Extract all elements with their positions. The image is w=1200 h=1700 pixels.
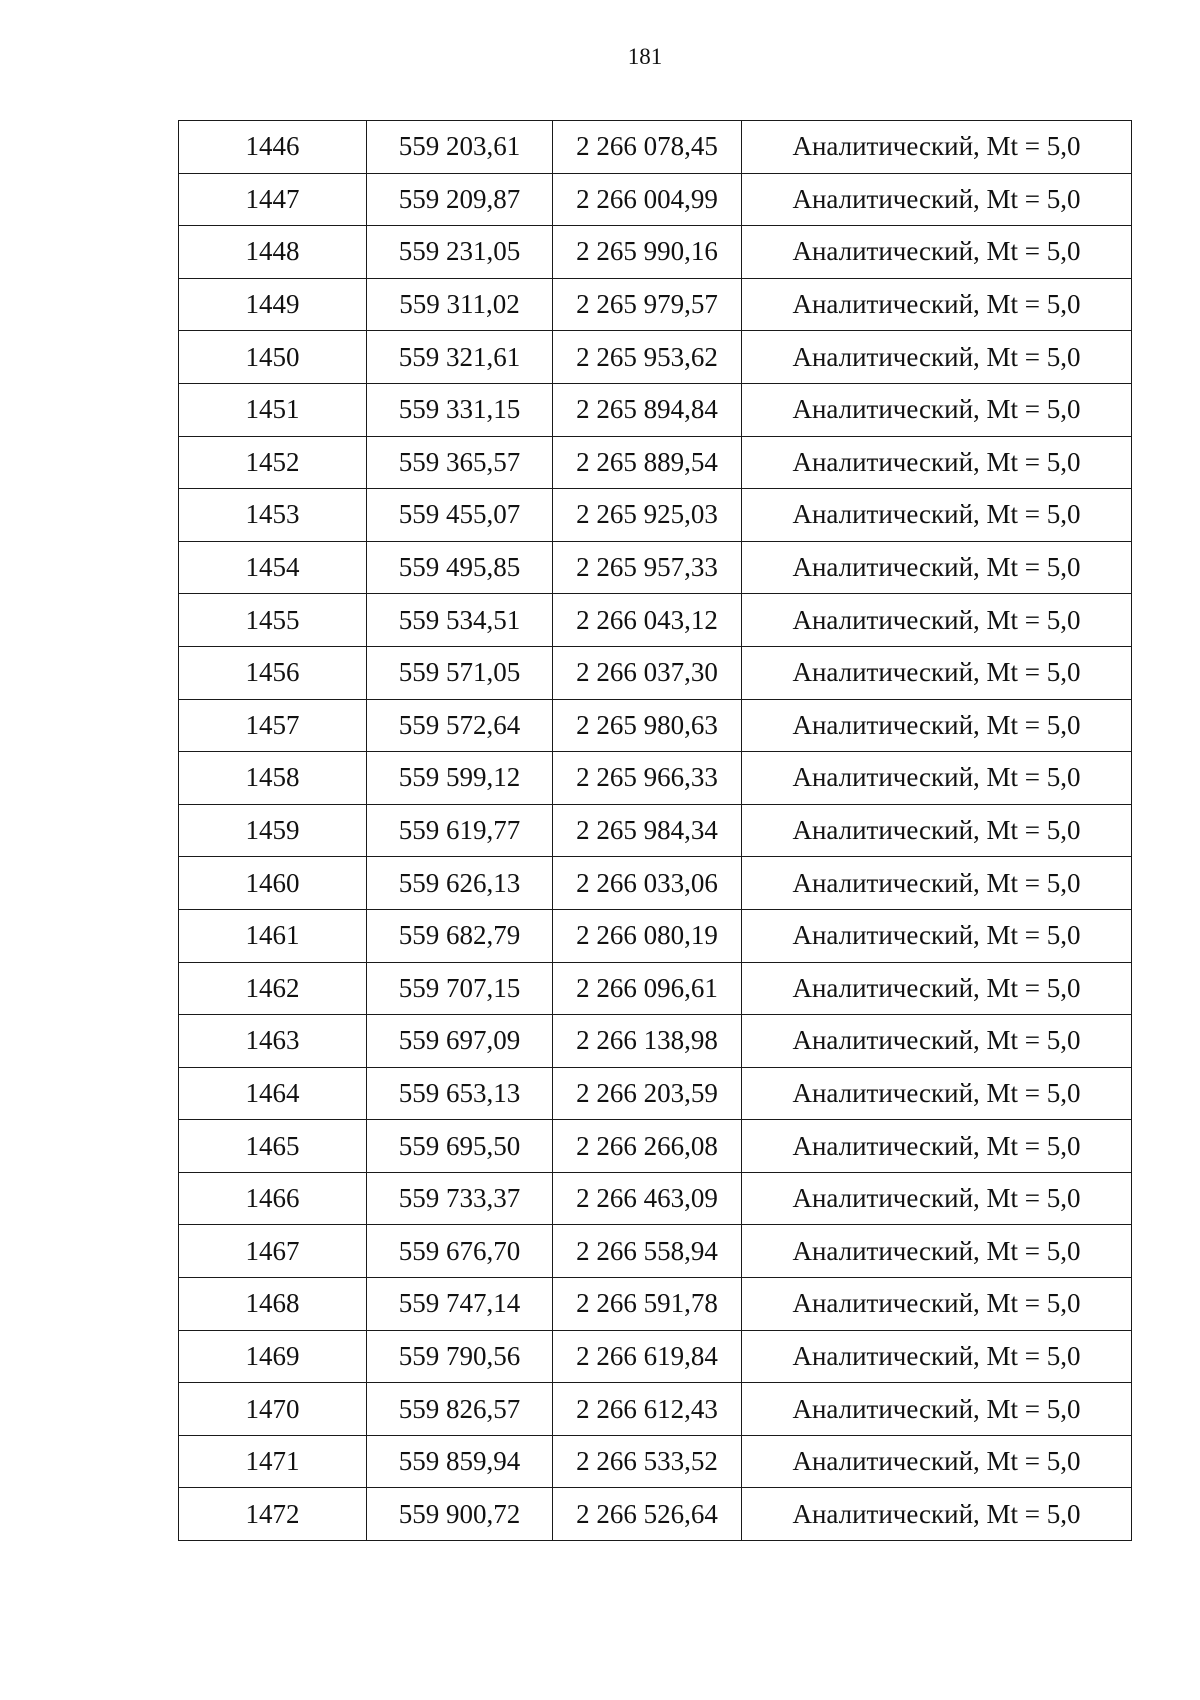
y-coordinate-cell: 2 266 533,52 <box>553 1435 742 1488</box>
y-coordinate-cell: 2 265 957,33 <box>553 541 742 594</box>
y-coordinate-cell: 2 266 080,19 <box>553 909 742 962</box>
x-coordinate-cell: 559 676,70 <box>367 1225 553 1278</box>
y-coordinate-cell: 2 266 004,99 <box>553 173 742 226</box>
point-number-cell: 1457 <box>179 699 367 752</box>
coordinates-table-body <box>179 121 1132 1541</box>
x-coordinate-cell: 559 707,15 <box>367 962 553 1015</box>
method-cell: Аналитический, Mt = 5,0 <box>742 173 1132 226</box>
point-number-cell: 1467 <box>179 1225 367 1278</box>
method-cell: Аналитический, Mt = 5,0 <box>742 699 1132 752</box>
point-number-cell: 1447 <box>179 173 367 226</box>
method-cell: Аналитический, Mt = 5,0 <box>742 541 1132 594</box>
point-number-cell: 1451 <box>179 383 367 436</box>
x-coordinate-cell: 559 697,09 <box>367 1015 553 1068</box>
y-coordinate-cell: 2 266 138,98 <box>553 1015 742 1068</box>
point-number-cell: 1468 <box>179 1278 367 1331</box>
table-row <box>179 278 1132 331</box>
y-coordinate-cell: 2 266 037,30 <box>553 646 742 699</box>
point-number-cell: 1450 <box>179 331 367 384</box>
x-coordinate-cell: 559 231,05 <box>367 226 553 279</box>
x-coordinate-cell: 559 321,61 <box>367 331 553 384</box>
y-coordinate-cell: 2 265 990,16 <box>553 226 742 279</box>
x-coordinate-cell: 559 209,87 <box>367 173 553 226</box>
method-cell: Аналитический, Mt = 5,0 <box>742 1015 1132 1068</box>
point-number-cell: 1459 <box>179 804 367 857</box>
page-number: 181 <box>627 44 663 69</box>
x-coordinate-cell: 559 365,57 <box>367 436 553 489</box>
method-cell: Аналитический, Mt = 5,0 <box>742 278 1132 331</box>
x-coordinate-cell: 559 900,72 <box>367 1488 553 1541</box>
method-cell: Аналитический, Mt = 5,0 <box>742 1172 1132 1225</box>
point-number-cell: 1469 <box>179 1330 367 1383</box>
table-row <box>179 1067 1132 1120</box>
method-cell: Аналитический, Mt = 5,0 <box>742 226 1132 279</box>
x-coordinate-cell: 559 311,02 <box>367 278 553 331</box>
point-number-cell: 1456 <box>179 646 367 699</box>
y-coordinate-cell: 2 266 078,45 <box>553 121 742 174</box>
y-coordinate-cell: 2 266 619,84 <box>553 1330 742 1383</box>
table-row <box>179 383 1132 436</box>
y-coordinate-cell: 2 266 043,12 <box>553 594 742 647</box>
table-row <box>179 226 1132 279</box>
x-coordinate-cell: 559 747,14 <box>367 1278 553 1331</box>
method-cell: Аналитический, Mt = 5,0 <box>742 1225 1132 1278</box>
table-row <box>179 1330 1132 1383</box>
x-coordinate-cell: 559 626,13 <box>367 857 553 910</box>
point-number-cell: 1458 <box>179 752 367 805</box>
method-cell: Аналитический, Mt = 5,0 <box>742 1278 1132 1331</box>
x-coordinate-cell: 559 682,79 <box>367 909 553 962</box>
method-cell: Аналитический, Mt = 5,0 <box>742 489 1132 542</box>
table-row <box>179 1015 1132 1068</box>
point-number-cell: 1455 <box>179 594 367 647</box>
y-coordinate-cell: 2 266 463,09 <box>553 1172 742 1225</box>
x-coordinate-cell: 559 572,64 <box>367 699 553 752</box>
method-cell: Аналитический, Mt = 5,0 <box>742 752 1132 805</box>
x-coordinate-cell: 559 495,85 <box>367 541 553 594</box>
method-cell: Аналитический, Mt = 5,0 <box>742 1383 1132 1436</box>
y-coordinate-cell: 2 266 096,61 <box>553 962 742 1015</box>
y-coordinate-cell: 2 265 925,03 <box>553 489 742 542</box>
table-row <box>179 1225 1132 1278</box>
point-number-cell: 1453 <box>179 489 367 542</box>
table-row <box>179 1435 1132 1488</box>
table-row <box>179 804 1132 857</box>
x-coordinate-cell: 559 859,94 <box>367 1435 553 1488</box>
method-cell: Аналитический, Mt = 5,0 <box>742 646 1132 699</box>
point-number-cell: 1472 <box>179 1488 367 1541</box>
x-coordinate-cell: 559 653,13 <box>367 1067 553 1120</box>
table-row <box>179 489 1132 542</box>
x-coordinate-cell: 559 826,57 <box>367 1383 553 1436</box>
table-row <box>179 646 1132 699</box>
table-row <box>179 962 1132 1015</box>
table-row <box>179 1172 1132 1225</box>
x-coordinate-cell: 559 534,51 <box>367 594 553 647</box>
point-number-cell: 1465 <box>179 1120 367 1173</box>
method-cell: Аналитический, Mt = 5,0 <box>742 383 1132 436</box>
table-row <box>179 1120 1132 1173</box>
y-coordinate-cell: 2 266 033,06 <box>553 857 742 910</box>
table-row <box>179 752 1132 805</box>
method-cell: Аналитический, Mt = 5,0 <box>742 121 1132 174</box>
x-coordinate-cell: 559 695,50 <box>367 1120 553 1173</box>
table-row <box>179 1488 1132 1541</box>
table-row <box>179 857 1132 910</box>
table-row <box>179 909 1132 962</box>
y-coordinate-cell: 2 266 203,59 <box>553 1067 742 1120</box>
y-coordinate-cell: 2 266 591,78 <box>553 1278 742 1331</box>
point-number-cell: 1449 <box>179 278 367 331</box>
point-number-cell: 1461 <box>179 909 367 962</box>
table-row <box>179 1278 1132 1331</box>
y-coordinate-cell: 2 265 953,62 <box>553 331 742 384</box>
point-number-cell: 1471 <box>179 1435 367 1488</box>
y-coordinate-cell: 2 265 889,54 <box>553 436 742 489</box>
method-cell: Аналитический, Mt = 5,0 <box>742 436 1132 489</box>
table-row <box>179 594 1132 647</box>
x-coordinate-cell: 559 790,56 <box>367 1330 553 1383</box>
method-cell: Аналитический, Mt = 5,0 <box>742 594 1132 647</box>
x-coordinate-cell: 559 733,37 <box>367 1172 553 1225</box>
y-coordinate-cell: 2 265 966,33 <box>553 752 742 805</box>
method-cell: Аналитический, Mt = 5,0 <box>742 1330 1132 1383</box>
table-row <box>179 121 1132 174</box>
point-number-cell: 1454 <box>179 541 367 594</box>
table-row <box>179 699 1132 752</box>
y-coordinate-cell: 2 265 979,57 <box>553 278 742 331</box>
x-coordinate-cell: 559 619,77 <box>367 804 553 857</box>
point-number-cell: 1466 <box>179 1172 367 1225</box>
point-number-cell: 1452 <box>179 436 367 489</box>
y-coordinate-cell: 2 265 980,63 <box>553 699 742 752</box>
point-number-cell: 1462 <box>179 962 367 1015</box>
y-coordinate-cell: 2 265 984,34 <box>553 804 742 857</box>
x-coordinate-cell: 559 571,05 <box>367 646 553 699</box>
table-row <box>179 436 1132 489</box>
method-cell: Аналитический, Mt = 5,0 <box>742 1120 1132 1173</box>
method-cell: Аналитический, Mt = 5,0 <box>742 857 1132 910</box>
method-cell: Аналитический, Mt = 5,0 <box>742 962 1132 1015</box>
y-coordinate-cell: 2 266 612,43 <box>553 1383 742 1436</box>
table-row <box>179 1383 1132 1436</box>
x-coordinate-cell: 559 331,15 <box>367 383 553 436</box>
point-number-cell: 1448 <box>179 226 367 279</box>
table-row <box>179 331 1132 384</box>
point-number-cell: 1464 <box>179 1067 367 1120</box>
y-coordinate-cell: 2 266 526,64 <box>553 1488 742 1541</box>
x-coordinate-cell: 559 455,07 <box>367 489 553 542</box>
point-number-cell: 1460 <box>179 857 367 910</box>
method-cell: Аналитический, Mt = 5,0 <box>742 1488 1132 1541</box>
table-row <box>179 173 1132 226</box>
x-coordinate-cell: 559 203,61 <box>367 121 553 174</box>
y-coordinate-cell: 2 266 266,08 <box>553 1120 742 1173</box>
point-number-cell: 1463 <box>179 1015 367 1068</box>
table-row <box>179 541 1132 594</box>
y-coordinate-cell: 2 265 894,84 <box>553 383 742 436</box>
method-cell: Аналитический, Mt = 5,0 <box>742 909 1132 962</box>
y-coordinate-cell: 2 266 558,94 <box>553 1225 742 1278</box>
method-cell: Аналитический, Mt = 5,0 <box>742 1067 1132 1120</box>
point-number-cell: 1446 <box>179 121 367 174</box>
coordinates-table <box>178 120 1132 1541</box>
method-cell: Аналитический, Mt = 5,0 <box>742 331 1132 384</box>
method-cell: Аналитический, Mt = 5,0 <box>742 804 1132 857</box>
point-number-cell: 1470 <box>179 1383 367 1436</box>
x-coordinate-cell: 559 599,12 <box>367 752 553 805</box>
method-cell: Аналитический, Mt = 5,0 <box>742 1435 1132 1488</box>
